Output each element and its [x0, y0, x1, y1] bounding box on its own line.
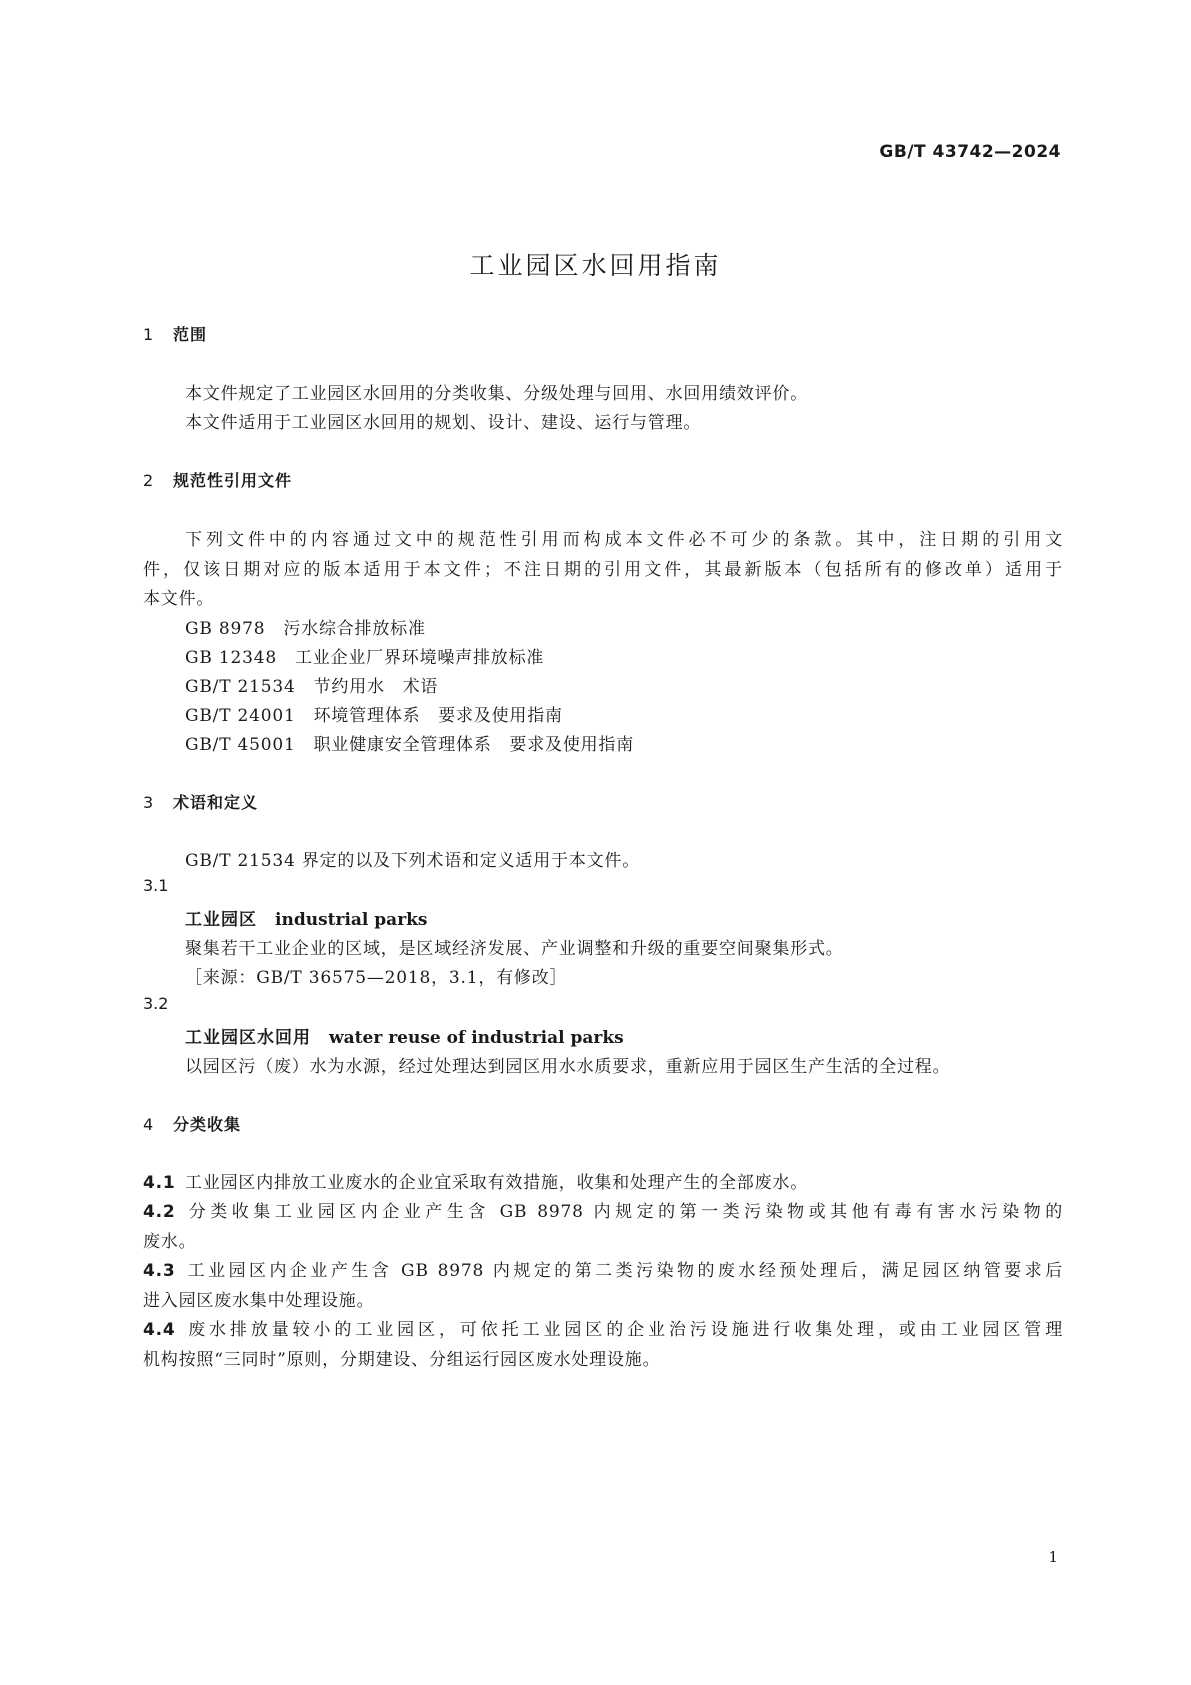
term-entry	[185, 905, 428, 930]
paragraph: 本文件规定了工业园区水回用的分类收集、分级处理与回用、水回用绩效评价。	[185, 384, 808, 404]
page-number: 1	[1048, 1548, 1058, 1566]
clause-line: 废水。	[143, 1232, 197, 1252]
term-english: water reuse of industrial parks	[329, 1028, 624, 1048]
clause-text: 分类收集工业园区内企业产生含 GB 8978 内规定的第一类污染物或其他有毒有害水污染物的	[185, 1202, 1063, 1222]
reference-code: GB/T 24001	[185, 706, 296, 726]
document-title: 工业园区水回用指南	[469, 251, 722, 280]
clause-number: 4.2	[143, 1202, 176, 1222]
reference-title: 节约用水 术语	[313, 677, 439, 697]
section-3-heading	[143, 790, 258, 813]
section-1-heading	[143, 322, 207, 345]
clause-line	[143, 1168, 1063, 1193]
clause-text: 工业园区内企业产生含 GB 8978 内规定的第二类污染物的废水经预处理后，满足园区纳管要求后	[185, 1261, 1063, 1281]
reference-code: GB 8978	[185, 619, 266, 639]
term-number: 3.2	[143, 994, 169, 1013]
reference-item	[185, 672, 438, 697]
section-4-heading	[143, 1112, 241, 1135]
term-definition: 以园区污（废）水为水源，经过处理达到园区用水水质要求，重新应用于园区生产生活的全过程。	[185, 1057, 951, 1077]
clause-text: 工业园区内排放工业废水的企业宜采取有效措施，收集和处理产生的全部废水。	[185, 1173, 808, 1193]
reference-title: 污水综合排放标准	[283, 619, 426, 639]
term-source: ［来源：GB/T 36575—2018，3.1，有修改］	[185, 968, 568, 988]
term-chinese: 工业园区水回用	[185, 1028, 311, 1048]
clause-number: 4.4	[143, 1320, 176, 1340]
section-title: 术语和定义	[173, 793, 259, 812]
section-2-heading	[143, 468, 292, 491]
term-english: industrial parks	[275, 910, 428, 930]
paragraph-line: 下列文件中的内容通过文中的规范性引用而构成本文件必不可少的条款。其中，注日期的引用文	[185, 530, 1063, 550]
standard-code: GB/T 43742—2024	[879, 142, 1061, 162]
section-number: 3	[143, 793, 155, 812]
clause-line: 机构按照“三同时”原则，分期建设、分组运行园区废水处理设施。	[143, 1350, 661, 1370]
paragraph: 本文件适用于工业园区水回用的规划、设计、建设、运行与管理。	[185, 413, 702, 433]
reference-item	[185, 614, 426, 639]
reference-item	[185, 701, 563, 726]
section-number: 4	[143, 1115, 155, 1134]
clause-line	[143, 1315, 1063, 1340]
clause-text: 废水排放量较小的工业园区，可依托工业园区的企业治污设施进行收集处理，或由工业园区管理	[185, 1320, 1063, 1340]
term-chinese: 工业园区	[185, 910, 257, 930]
reference-title: 工业企业厂界环境噪声排放标准	[294, 648, 545, 668]
section-title: 规范性引用文件	[173, 471, 293, 490]
clause-number: 4.3	[143, 1261, 176, 1281]
reference-title: 职业健康安全管理体系 要求及使用指南	[313, 735, 635, 755]
paragraph-line: 件，仅该日期对应的版本适用于本文件；不注日期的引用文件，其最新版本（包括所有的修改单）适用于	[143, 560, 1063, 580]
section-number: 2	[143, 471, 155, 490]
clause-line	[143, 1197, 1063, 1222]
section-title: 分类收集	[173, 1115, 242, 1134]
paragraph-line: 本文件。	[143, 589, 215, 609]
reference-code: GB/T 45001	[185, 735, 296, 755]
reference-code: GB/T 21534	[185, 677, 296, 697]
term-entry	[185, 1023, 624, 1048]
reference-title: 环境管理体系 要求及使用指南	[313, 706, 563, 726]
paragraph: GB/T 21534 界定的以及下列术语和定义适用于本文件。	[185, 851, 641, 871]
clause-number: 4.1	[143, 1173, 176, 1193]
term-number: 3.1	[143, 876, 169, 895]
reference-item	[185, 643, 544, 668]
reference-code: GB 12348	[185, 648, 277, 668]
reference-item	[185, 730, 634, 755]
clause-line	[143, 1256, 1063, 1281]
section-title: 范围	[173, 325, 208, 344]
section-number: 1	[143, 325, 155, 344]
clause-line: 进入园区废水集中处理设施。	[143, 1291, 375, 1311]
term-definition: 聚集若干工业企业的区域，是区域经济发展、产业调整和升级的重要空间聚集形式。	[185, 939, 844, 959]
